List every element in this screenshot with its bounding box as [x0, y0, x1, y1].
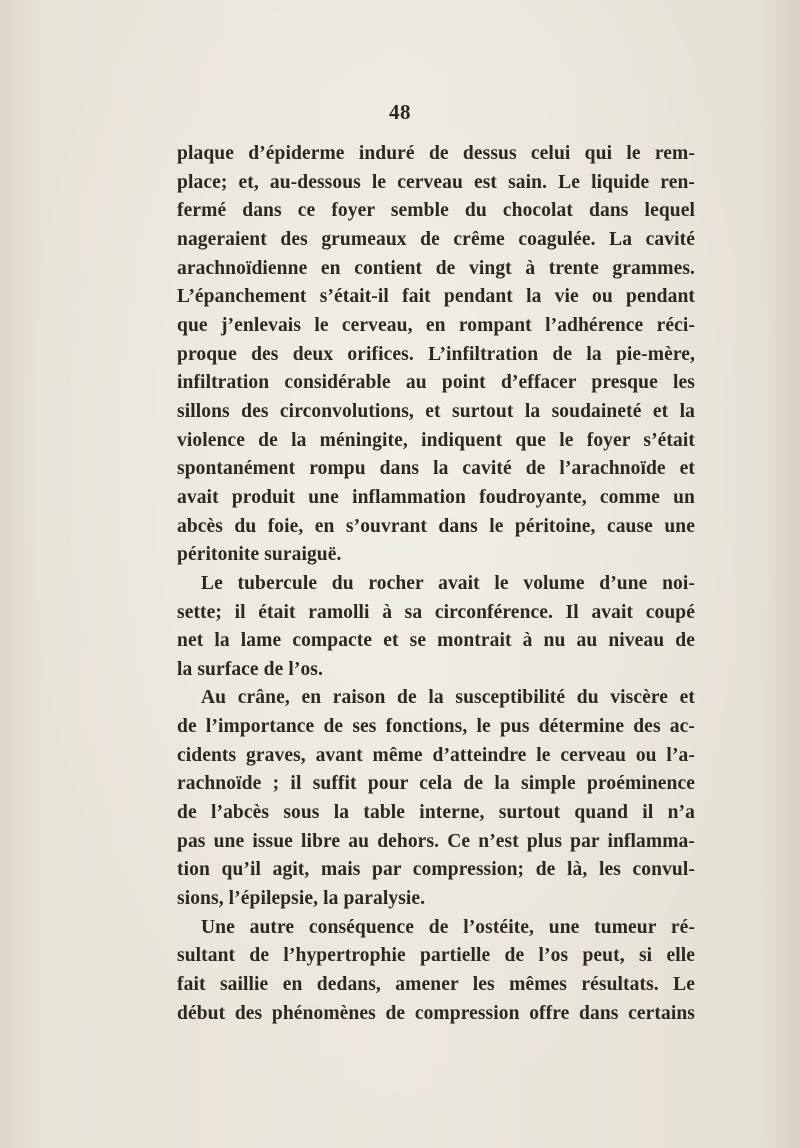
text-line: place; et, au-dessous le cerveau est sain. Le liquide ren-	[177, 171, 695, 193]
text-line: pas une issue libre au dehors. Ce n’est plus par inflamma-	[177, 830, 695, 852]
text-line: spontanément rompu dans la cavité de l’arachnoïde et	[177, 458, 695, 480]
body-text	[177, 140, 695, 1028]
text-line: de l’abcès sous la table interne, surtout quand il n’a	[177, 802, 695, 824]
text-line: L’épanchement s’était-il fait pendant la vie ou pendant	[177, 286, 695, 308]
text-line: proque des deux orifices. L’infiltration de la pie-mère,	[177, 343, 695, 365]
text-line: nageraient des grumeaux de crême coagulée. La cavité	[177, 228, 695, 250]
text-line: que j’enlevais le cerveau, en rompant l’adhérence réci-	[177, 314, 695, 336]
text-line: sillons des circonvolutions, et surtout la soudaineté et la	[177, 400, 695, 422]
text-line: infiltration considérable au point d’effacer presque les	[177, 372, 695, 394]
text-line: fait saillie en dedans, amener les mêmes résultats. Le	[177, 974, 695, 996]
text-line: abcès du foie, en s’ouvrant dans le péritoine, cause une	[177, 515, 695, 537]
text-line: péritonite suraiguë.	[177, 544, 342, 566]
text-line: cidents graves, avant même d’atteindre le cerveau ou l’a-	[177, 744, 695, 766]
page-number: 48	[389, 100, 411, 124]
text-line: Le tubercule du rocher avait le volume d’une noi-	[201, 572, 695, 594]
text-line: sions, l’épilepsie, la paralysie.	[177, 888, 426, 910]
text-line: fermé dans ce foyer semble du chocolat dans lequel	[177, 200, 695, 222]
text-line: Au crâne, en raison de la susceptibilité du viscère et	[201, 687, 695, 709]
text-line: début des phénomènes de compression offre dans certains	[177, 1002, 695, 1024]
text-line: la surface de l’os.	[177, 658, 323, 680]
text-line: de l’importance de ses fonctions, le pus détermine des ac-	[177, 716, 695, 738]
text-line: violence de la méningite, indiquent que le foyer s’était	[177, 429, 695, 451]
text-line: avait produit une inflammation foudroyante, comme un	[177, 486, 695, 508]
text-line: rachnoïde ; il suffit pour cela de la simple proéminence	[177, 773, 695, 795]
text-line: net la lame compacte et se montrait à nu au niveau de	[177, 630, 695, 652]
text-line: tion qu’il agit, mais par compression; de là, les convul-	[177, 859, 695, 881]
text-line: arachnoïdienne en contient de vingt à trente grammes.	[177, 257, 695, 279]
text-line: plaque d’épiderme induré de dessus celui qui le rem-	[177, 143, 695, 164]
text-line: sultant de l’hypertrophie partielle de l’os peut, si elle	[177, 945, 695, 967]
text-line: Une autre conséquence de l’ostéite, une tumeur ré-	[201, 916, 695, 938]
text-line: sette; il était ramolli à sa circonférence. Il avait coupé	[177, 601, 695, 623]
